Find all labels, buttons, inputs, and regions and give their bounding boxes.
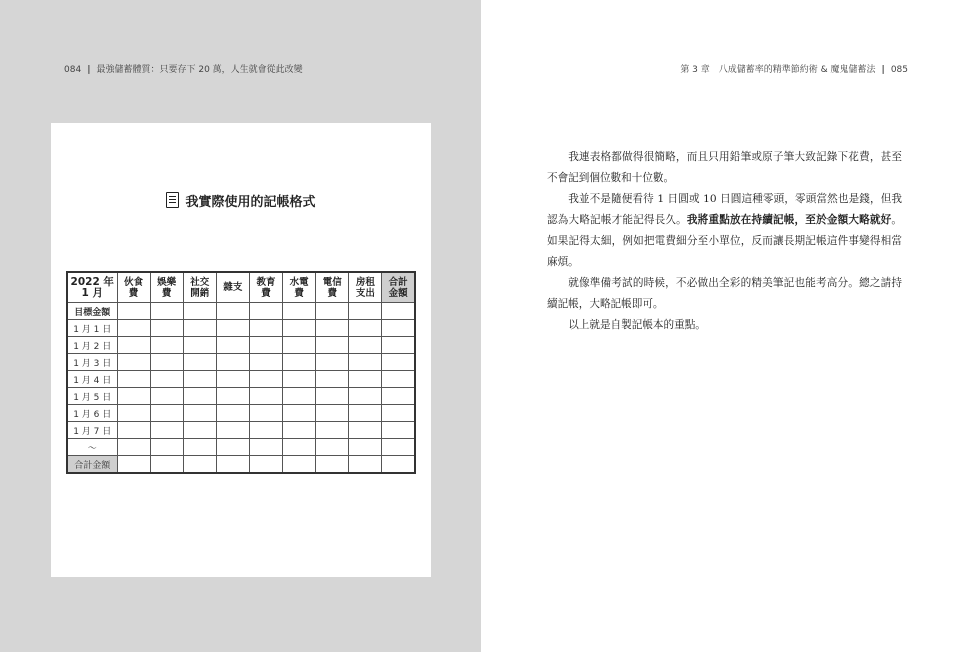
ledger-header-misc: 雜支 [216,272,249,303]
ledger-header-rent: 房租 支出 [349,272,382,303]
table-cell [216,439,249,456]
table-cell [183,456,216,474]
row-label: 1 月 3 日 [67,354,117,371]
figure-title-text: 我實際使用的記帳格式 [185,195,316,210]
table-cell [316,371,349,388]
table-cell [316,405,349,422]
table-cell [283,354,316,371]
table-row [67,303,415,320]
table-cell [316,354,349,371]
table-cell [349,320,382,337]
body-text [547,147,902,336]
table-row [67,320,415,337]
ledger-header-education: 教育 費 [249,272,282,303]
left-page [0,0,481,652]
table-cell [316,388,349,405]
table-cell [117,337,150,354]
table-cell [249,405,282,422]
table-cell [283,303,316,320]
table-cell [283,422,316,439]
table-cell [283,337,316,354]
table-cell [249,303,282,320]
table-cell [249,320,282,337]
table-cell [283,371,316,388]
table-cell [183,337,216,354]
table-cell [117,303,150,320]
table-cell [216,320,249,337]
table-cell [382,371,415,388]
table-cell [216,405,249,422]
row-label: 1 月 7 日 [67,422,117,439]
row-label: 1 月 4 日 [67,371,117,388]
right-page-number: 085 [890,65,908,75]
table-cell [150,371,183,388]
table-cell [183,422,216,439]
table-cell [316,303,349,320]
table-cell [183,303,216,320]
table-cell [150,439,183,456]
table-cell [316,422,349,439]
table-cell [117,422,150,439]
ledger-table [66,271,416,474]
table-cell [117,405,150,422]
table-cell [349,388,382,405]
table-cell [216,354,249,371]
table-cell [349,337,382,354]
table-cell [382,320,415,337]
table-cell [117,354,150,371]
header-separator: | [87,65,91,75]
table-cell [249,456,282,474]
table-cell [216,303,249,320]
table-cell [150,320,183,337]
row-label: 1 月 5 日 [67,388,117,405]
row-label: 目標金額 [67,303,117,320]
left-book-title: 最強儲蓄體質：只要存下 20 萬，人生就會從此改變 [96,65,303,75]
table-cell [249,422,282,439]
table-cell [283,456,316,474]
table-cell [150,354,183,371]
header-separator: | [881,65,885,75]
table-cell [283,320,316,337]
table-cell [382,405,415,422]
document-icon [166,192,179,208]
table-cell [150,456,183,474]
table-cell [117,456,150,474]
table-cell [349,354,382,371]
table-cell [382,303,415,320]
table-cell [349,422,382,439]
table-cell [382,337,415,354]
table-cell [249,371,282,388]
table-cell [249,439,282,456]
paragraph-4: 以上就是自製記帳本的重點。 [568,319,706,331]
table-cell [150,405,183,422]
table-cell [349,439,382,456]
table-row [67,388,415,405]
table-row [67,456,415,474]
paragraph-3: 就像準備考試的時候，不必做出全彩的精美筆記也能考高分。總之請持續記帳，大略記帳即可。 [547,277,902,310]
ledger-header-utilities: 水電 費 [283,272,316,303]
table-cell [150,337,183,354]
table-cell [349,303,382,320]
left-page-header [64,62,303,75]
table-cell [117,320,150,337]
table-row [67,422,415,439]
table-cell [150,422,183,439]
ledger-header-food: 伙食 費 [117,272,150,303]
table-cell [150,388,183,405]
table-cell [349,405,382,422]
chapter-title: 第 3 章 八成儲蓄率的精準節約術 & 魔鬼儲蓄法 [680,65,876,75]
table-cell [382,439,415,456]
table-cell [183,320,216,337]
table-cell [216,422,249,439]
table-cell [183,439,216,456]
table-row [67,439,415,456]
ledger-figure [51,123,431,577]
table-cell [183,405,216,422]
table-cell [216,371,249,388]
table-cell [283,388,316,405]
table-cell [216,337,249,354]
ledger-header-total: 合計 金額 [382,272,415,303]
table-row [67,371,415,388]
table-cell [183,354,216,371]
ledger-header-entertainment: 娛樂 費 [150,272,183,303]
paragraph-2: 我並不是隨便看待 1 日圓或 10 日圓這種零頭，零頭當然也是錢，但我認為大略記帳才能記得長久。我將重點放在持續記帳，至於金額大略就好。如果記得太細，例如把電費細分至小單位，反而讓長期記帳這件事變得相當麻煩。 [547,193,903,268]
table-cell [249,388,282,405]
row-label: 1 月 2 日 [67,337,117,354]
table-cell [283,405,316,422]
left-page-number: 084 [64,65,82,75]
row-label: 1 月 1 日 [67,320,117,337]
table-cell [349,371,382,388]
table-cell [316,439,349,456]
row-label: 1 月 6 日 [67,405,117,422]
right-page-header [680,62,908,75]
ledger-header-month: 2022 年 1 月 [67,272,117,303]
table-row [67,354,415,371]
table-cell [150,303,183,320]
table-cell [283,439,316,456]
ledger-header-social: 社交 開銷 [183,272,216,303]
table-cell [382,354,415,371]
paragraph-1: 我連表格都做得很簡略，而且只用鉛筆或原子筆大致記錄下花費，甚至不會記到個位數和十位數。 [547,151,902,184]
table-cell [117,371,150,388]
ledger-body [67,303,415,474]
emphasis-text: 我將重點放在持續記帳，至於金額大略就好 [686,214,892,226]
table-cell [216,456,249,474]
table-cell [382,422,415,439]
table-cell [183,388,216,405]
row-label: ～ [67,439,117,456]
table-cell [382,388,415,405]
table-cell [249,354,282,371]
row-label: 合計金額 [67,456,117,474]
table-cell [183,371,216,388]
ledger-header-telecom: 電信 費 [316,272,349,303]
table-cell [117,439,150,456]
table-cell [249,337,282,354]
table-cell [316,456,349,474]
table-cell [316,337,349,354]
table-cell [316,320,349,337]
table-cell [117,388,150,405]
ledger-header-row [67,272,415,303]
table-cell [382,456,415,474]
figure-title [51,191,431,210]
table-cell [216,388,249,405]
table-row [67,337,415,354]
table-cell [349,456,382,474]
table-row [67,405,415,422]
